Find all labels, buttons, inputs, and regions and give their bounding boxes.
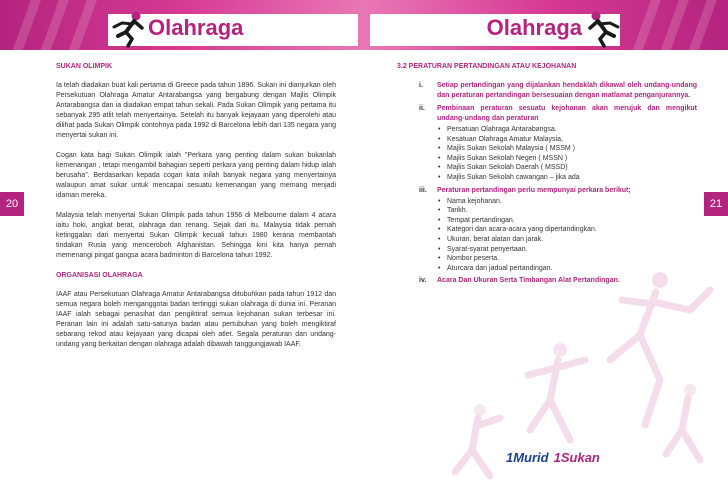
section-heading-peraturan: 3.2 PERATURAN PERTANDINGAN ATAU KEJOHANAN bbox=[397, 63, 577, 70]
section-heading-olimpik: SUKAN OLIMPIK bbox=[56, 63, 112, 70]
right-page-title: Olahraga bbox=[486, 15, 582, 40]
bullet-item: • Syarat-syarat penyertaan. bbox=[437, 245, 697, 255]
logo-part-murid: 1Murid bbox=[506, 450, 549, 465]
list-item bbox=[397, 104, 697, 183]
page-number-right: 21 bbox=[704, 192, 728, 216]
paragraph: Malaysia telah menyertai Sukan Olimpik pada tahun 1956 di Melbourne dalam 4 acara iaitu hoki, angkat berat, olahraga dan renang. Sejak dari itu, Malaysia tidak pernah ketinggalan dari menyertai Sukan Olimpik kecuali tahun 1980 kerana membantah tindakan Rusia yang menceroboh Afghanistan. Sehingga kini kita hanya pernah memenangi pingat gangsa acara badminton di Barcelona tahun 1992. bbox=[56, 212, 336, 259]
bullet-item: • Tarikh. bbox=[437, 206, 697, 216]
page-number-left: 20 bbox=[0, 192, 24, 216]
left-column bbox=[56, 62, 336, 360]
item-number: ii. bbox=[419, 105, 425, 112]
item-text: Peraturan pertandingan perlu mempunyai perkara berikut; bbox=[437, 186, 631, 194]
paragraph: IAAF atau Persekutuan Olahraga Amatur Antarabangsa ditubuhkan pada tahun 1912 dan semua negara boleh menganggotai badan tertinggi sukan olahraga di dunia ini. Peranan IAAF ialah sebagai penasihat dan pengiktiraf semua kejohanan sukan terbesar ini. Peranan lain ini adalah satu-satunya badan atau pertubuhan yang boleh mengiktiraf sebarang rekod atau kejayaan yang dicapai oleh atlet. Segala peraturan dan undang-undang yang berkaitan dengan olahraga adalah dibawah tanggungjawab IAAF. bbox=[56, 291, 336, 348]
bullet-item: • Majlis Sukan Sekolah Negeri ( MSSN ) bbox=[437, 154, 697, 164]
item-text: Setiap pertandingan yang dijalankan hendaklah dikawal oleh undang-undang dan peraturan pertandingan bersesuaian dengan matlamat penganjurannya. bbox=[437, 82, 697, 99]
section-heading-organisasi: ORGANISASI OLAHRAGA bbox=[56, 272, 143, 279]
bullet-item: • Aturcara dan jadual pertandingan. bbox=[437, 264, 697, 274]
right-title-panel bbox=[370, 14, 620, 46]
1murid-1sukan-logo bbox=[506, 450, 600, 465]
list-item bbox=[397, 81, 697, 101]
left-page-title: Olahraga bbox=[148, 15, 244, 40]
bullet-item: • Majlis Sukan Sekolah Daerah ( MSSD) bbox=[437, 163, 697, 173]
item-text: Acara Dan Ukuran Serta Timbangan Alat Pertandingan. bbox=[437, 277, 620, 285]
runner-icon bbox=[584, 10, 624, 48]
bullet-list bbox=[437, 125, 697, 183]
logo-part-sukan: 1Sukan bbox=[553, 450, 600, 465]
bullet-item: • Ukuran, berat alatan dan jarak. bbox=[437, 235, 697, 245]
bullet-item: • Kategori dan acara-acara yang dipertandingkan. bbox=[437, 225, 697, 235]
paragraph: Cogan kata bagi Sukan Olimpik ialah "Perkara yang penting dalam sukan bukanlah kemenangan , tetapi mengambil bahagian seperti perkara yang penting dalam hidup ialah berusaha". Berdasarkan kepada cogan kata inilah banyak negara yang menyertainya walaupun amat sukar untuk mencapai sesuatu kemenangan yang memang menjadi idaman mereka. bbox=[56, 152, 336, 199]
bullet-item: • Majlis Sukan Sekolah cawangan – jika ada bbox=[437, 173, 697, 183]
item-number: iii. bbox=[419, 186, 427, 194]
item-text: Pembinaan peraturan sesuatu kejohanan akan merujuk dan mengikut undang-undang dan peraturan bbox=[437, 105, 697, 122]
item-number: iv. bbox=[419, 277, 427, 285]
bullet-item: • Nombor peserta. bbox=[437, 254, 697, 264]
bullet-item: • Kesatuan Olahraga Amatur Malaysia, bbox=[437, 135, 697, 145]
bullet-item: • Nama kejohanan. bbox=[437, 197, 697, 207]
bullet-item: • Tempat pertandingan. bbox=[437, 216, 697, 226]
bullet-item: • Persatuan Olahraga Antarabangsa. bbox=[437, 125, 697, 135]
item-number: i. bbox=[419, 82, 423, 89]
bullet-item: • Majlis Sukan Sekolah Malaysia ( MSSM ) bbox=[437, 144, 697, 154]
runner-icon bbox=[108, 10, 148, 48]
header-banner bbox=[0, 0, 728, 50]
paragraph: Ia telah diadakan buat kali pertama di Greece pada tahun 1896. Sukan ini dianjurkan oleh Persekutuan Olahraga Amatur Antarabangsa yang bergabung dengan Majlis Olimpik Antarabangsa dan ia diadakan empat tahun sekali. Pada Sukan Olimpik yang pertama itu sebanyak 295 atlit telah menyertainya. Setelah itu banyak kejayaan yang diperolehi atau dilihat pada Sukan Olimpik contohnya pada 1992 di Barcelona lebih dari 135 negara yang menyertai sukan ini. bbox=[56, 82, 336, 139]
